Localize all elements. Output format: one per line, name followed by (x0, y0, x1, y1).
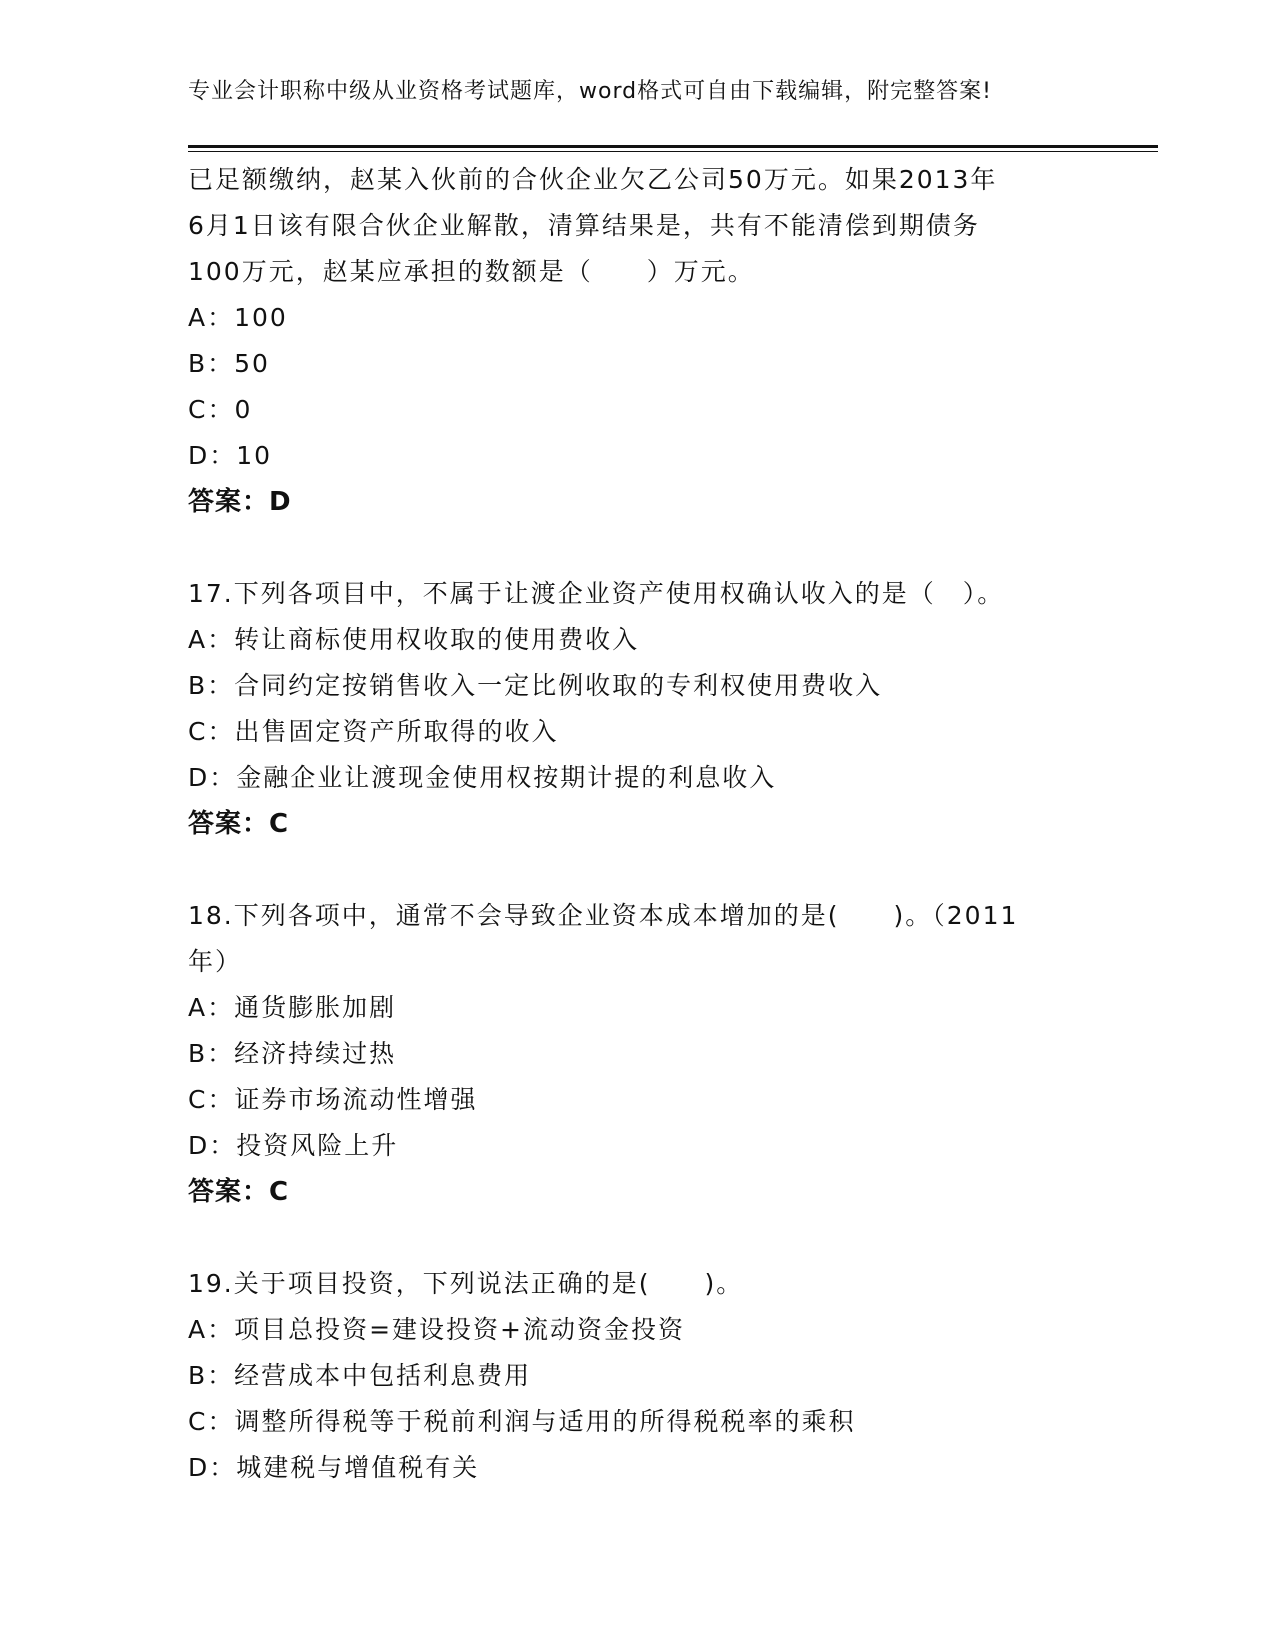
spacer (188, 525, 1088, 571)
question-18-option-b: B：经济持续过热 (188, 1039, 397, 1068)
question-16-option-d: D：10 (188, 441, 273, 470)
question-17-answer: 答案：C (188, 809, 290, 839)
question-16-option-b: B：50 (188, 349, 270, 378)
question-18-stem-line-2: 年） (188, 947, 243, 976)
question-19-option-d: D：城建税与增值税有关 (188, 1453, 480, 1482)
question-17-option-a: A：转让商标使用权收取的使用费收入 (188, 625, 640, 654)
question-17-option-b: B：合同约定按销售收入一定比例收取的专利权使用费收入 (188, 671, 883, 700)
question-18-stem-line-1: 18.下列各项中，通常不会导致企业资本成本增加的是( )。（2011 (188, 901, 1019, 930)
question-16-stem-line-1: 已足额缴纳，赵某入伙前的合伙企业欠乙公司50万元。如果2013年 (188, 165, 998, 194)
question-18-option-c: C：证券市场流动性增强 (188, 1085, 478, 1114)
question-19 (188, 1261, 1088, 1491)
spacer (188, 847, 1088, 893)
question-19-option-b: B：经营成本中包括利息费用 (188, 1361, 532, 1390)
header-rule-thick (188, 145, 1158, 148)
question-16-stem-line-3: 100万元，赵某应承担的数额是（ ）万元。 (188, 257, 755, 286)
question-17-stem: 17.下列各项目中，不属于让渡企业资产使用权确认收入的是（ ）。 (188, 579, 1005, 608)
question-19-option-c: C：调整所得税等于税前利润与适用的所得税税率的乘积 (188, 1407, 856, 1436)
question-16-stem-line-2: 6月1日该有限合伙企业解散，清算结果是，共有不能清偿到期债务 (188, 211, 980, 240)
question-18-option-d: D：投资风险上升 (188, 1131, 399, 1160)
question-17-option-c: C：出售固定资产所取得的收入 (188, 717, 559, 746)
question-list (188, 157, 1088, 1491)
question-16 (188, 157, 1088, 525)
spacer (188, 1215, 1088, 1261)
question-18-answer: 答案：C (188, 1177, 290, 1207)
header-rule-thin (188, 151, 1158, 152)
question-17 (188, 571, 1088, 847)
question-19-option-a: A：项目总投资=建设投资+流动资金投资 (188, 1315, 685, 1344)
question-18 (188, 893, 1088, 1215)
question-19-stem: 19.关于项目投资，下列说法正确的是( )。 (188, 1269, 744, 1298)
question-16-answer: 答案：D (188, 487, 292, 517)
question-16-option-a: A：100 (188, 303, 288, 332)
question-16-option-c: C：0 (188, 395, 253, 424)
question-17-option-d: D：金融企业让渡现金使用权按期计提的利息收入 (188, 763, 777, 792)
question-18-option-a: A：通货膨胀加剧 (188, 993, 397, 1022)
page-header: 专业会计职称中级从业资格考试题库，word格式可自由下载编辑，附完整答案! (188, 79, 992, 104)
